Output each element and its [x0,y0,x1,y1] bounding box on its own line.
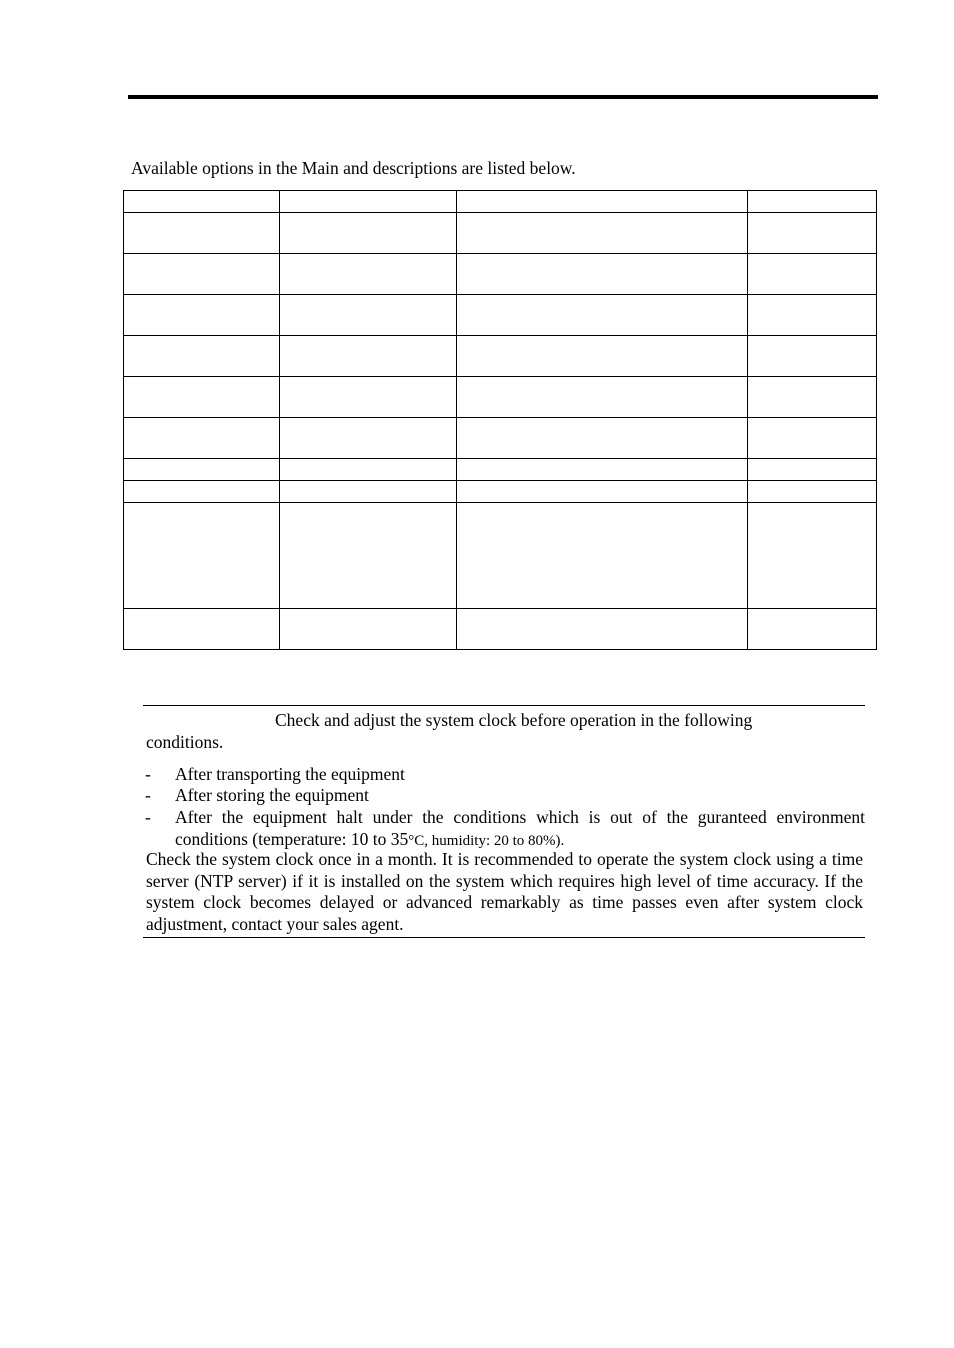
table-cell [124,336,280,377]
table-row [124,295,877,336]
table-cell [124,481,280,503]
table-cell [457,503,748,609]
table-cell [457,336,748,377]
table-cell [457,459,748,481]
table-cell [748,336,877,377]
table-cell [748,418,877,459]
table-cell [748,254,877,295]
table-cell [457,418,748,459]
table-row [124,336,877,377]
bullet-dash: - [145,764,151,784]
table-header-row [124,191,877,213]
table-cell [457,254,748,295]
table-cell [748,481,877,503]
table-cell [124,609,280,650]
intro-text: Available options in the Main and descriptions are listed below. [131,158,576,178]
bullet-dash: - [145,785,151,805]
table-cell [457,191,748,213]
table-cell [457,213,748,254]
table-cell [124,295,280,336]
table-cell [280,418,457,459]
table-cell [124,503,280,609]
table-cell [457,609,748,650]
table-cell [280,254,457,295]
main-options-table [123,190,877,650]
table-row [124,481,877,503]
table-cell [124,254,280,295]
table-row [124,503,877,609]
table-cell [124,418,280,459]
table-cell [280,481,457,503]
table-cell [748,295,877,336]
list-item-text: After storing the equipment [175,785,369,805]
table-cell [280,213,457,254]
table-cell [280,609,457,650]
table-cell [280,503,457,609]
table-cell [280,336,457,377]
table-cell [748,213,877,254]
table-row [124,213,877,254]
table-cell [280,459,457,481]
table-row [124,377,877,418]
table-row [124,609,877,650]
table-row [124,254,877,295]
table-cell [280,377,457,418]
list-item-text [175,807,865,852]
table-cell [748,459,877,481]
table-cell [280,295,457,336]
header-rule [128,95,878,99]
table-cell [748,191,877,213]
table-cell [457,481,748,503]
list-item-text-small: °C, humidity: 20 to 80%). [408,832,565,849]
table-row [124,459,877,481]
bullet-dash: - [145,807,151,827]
table-cell [124,459,280,481]
table-cell [280,191,457,213]
table-cell [457,377,748,418]
note-lead-continuation: conditions. [146,732,224,752]
table-cell [748,503,877,609]
list-item-text: After transporting the equipment [175,764,405,784]
table-cell [457,295,748,336]
table-row [124,418,877,459]
note-body-text: Check the system clock once in a month. It is recommended to operate the system clock using a time server (NTP server) if it is installed on the system which requires high level of time accuracy. If the system clock becomes delayed or advanced remarkably as time passes even after system clock adjustment, contact your sales agent. [146,849,863,934]
table-cell [124,213,280,254]
table-cell [124,377,280,418]
table-cell [748,609,877,650]
list-item-text-main: After the equipment halt under the conditions which is out of the guranteed environment conditions (temperature: 10 to 35 [175,807,865,849]
table-cell [748,377,877,418]
important-note-box [143,705,865,938]
note-lead-text: Check and adjust the system clock before operation in the following [275,710,753,730]
table-cell [124,191,280,213]
